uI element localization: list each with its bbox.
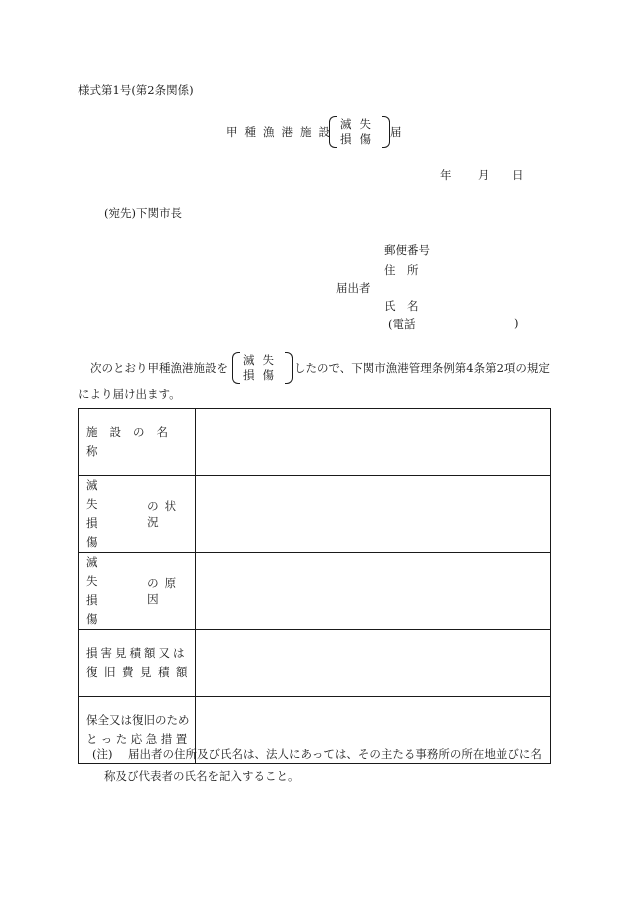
title-option-top: 滅失 <box>340 117 379 131</box>
postal-code-label: 郵便番号 <box>384 243 430 257</box>
facility-name-label: 施設の名称 <box>86 425 180 458</box>
emergency-measure-label-line1: 保全又は復旧のため <box>86 713 190 727</box>
cause-label-bottom: 損傷 <box>86 593 120 626</box>
emergency-measure-label <box>79 711 195 749</box>
body-option-top: 滅失 <box>243 353 282 367</box>
note-line1: 届出者の住所及び氏名は、法人にあっては、その主たる事務所の所在地並びに名 <box>128 747 542 761</box>
table-row <box>79 630 551 697</box>
body-option-brace <box>232 352 293 384</box>
right-paren-mark <box>285 352 293 384</box>
report-table <box>78 408 551 764</box>
cause-label-cell <box>79 553 196 630</box>
phone-close: ) <box>514 316 519 330</box>
condition-label-suffix: の状況 <box>147 499 183 529</box>
estimate-label-cell <box>79 630 196 697</box>
condition-field[interactable] <box>196 476 551 553</box>
condition-label-top: 滅失 <box>86 478 120 511</box>
phone-open: (電話 <box>388 317 416 331</box>
name-label: 氏 名 <box>384 299 419 313</box>
notifier-label: 届出者 <box>336 281 371 295</box>
table-row <box>79 553 551 630</box>
body-option-bottom: 損傷 <box>243 368 282 382</box>
note-marker: (注) <box>92 747 113 761</box>
title-option-bottom: 損傷 <box>340 132 379 146</box>
table-row <box>79 476 551 553</box>
left-paren-mark <box>232 352 240 384</box>
date-month: 月 <box>478 168 490 182</box>
title-option-brace <box>329 116 390 148</box>
address-label: 住 所 <box>384 263 419 277</box>
facility-name-label-cell <box>79 409 196 476</box>
estimate-label-line1: 損害見積額又は <box>86 646 188 660</box>
condition-label <box>79 476 195 552</box>
body-line1-after: したので、下関市漁港管理条例第4条第2項の規定 <box>294 361 550 375</box>
right-paren-mark <box>382 116 390 148</box>
cause-field[interactable] <box>196 553 551 630</box>
title-prefix: 甲種漁港施設 <box>226 125 337 139</box>
title-suffix: 届 <box>390 125 402 139</box>
cause-label <box>79 553 195 629</box>
estimate-field[interactable] <box>196 630 551 697</box>
estimate-label <box>79 644 195 682</box>
table-row <box>79 409 551 476</box>
date-year: 年 <box>440 168 452 182</box>
facility-name-field[interactable] <box>196 409 551 476</box>
form-number: 様式第1号(第2条関係) <box>78 83 194 97</box>
condition-label-bottom: 損傷 <box>86 516 120 549</box>
date-day: 日 <box>512 168 524 182</box>
estimate-label-line2: 復旧費見積額 <box>86 665 194 679</box>
note-line2: 称及び代表者の氏名を記入すること。 <box>104 769 300 783</box>
condition-label-cell <box>79 476 196 553</box>
body-line2: により届け出ます。 <box>78 387 181 401</box>
cause-label-top: 滅失 <box>86 555 120 588</box>
left-paren-mark <box>329 116 337 148</box>
addressee: (宛先)下関市長 <box>104 206 182 220</box>
cause-label-suffix: の原因 <box>147 576 183 606</box>
emergency-measure-label-line2: とった応急措置 <box>86 732 191 746</box>
body-line1-before: 次のとおり甲種漁港施設を <box>90 361 228 375</box>
